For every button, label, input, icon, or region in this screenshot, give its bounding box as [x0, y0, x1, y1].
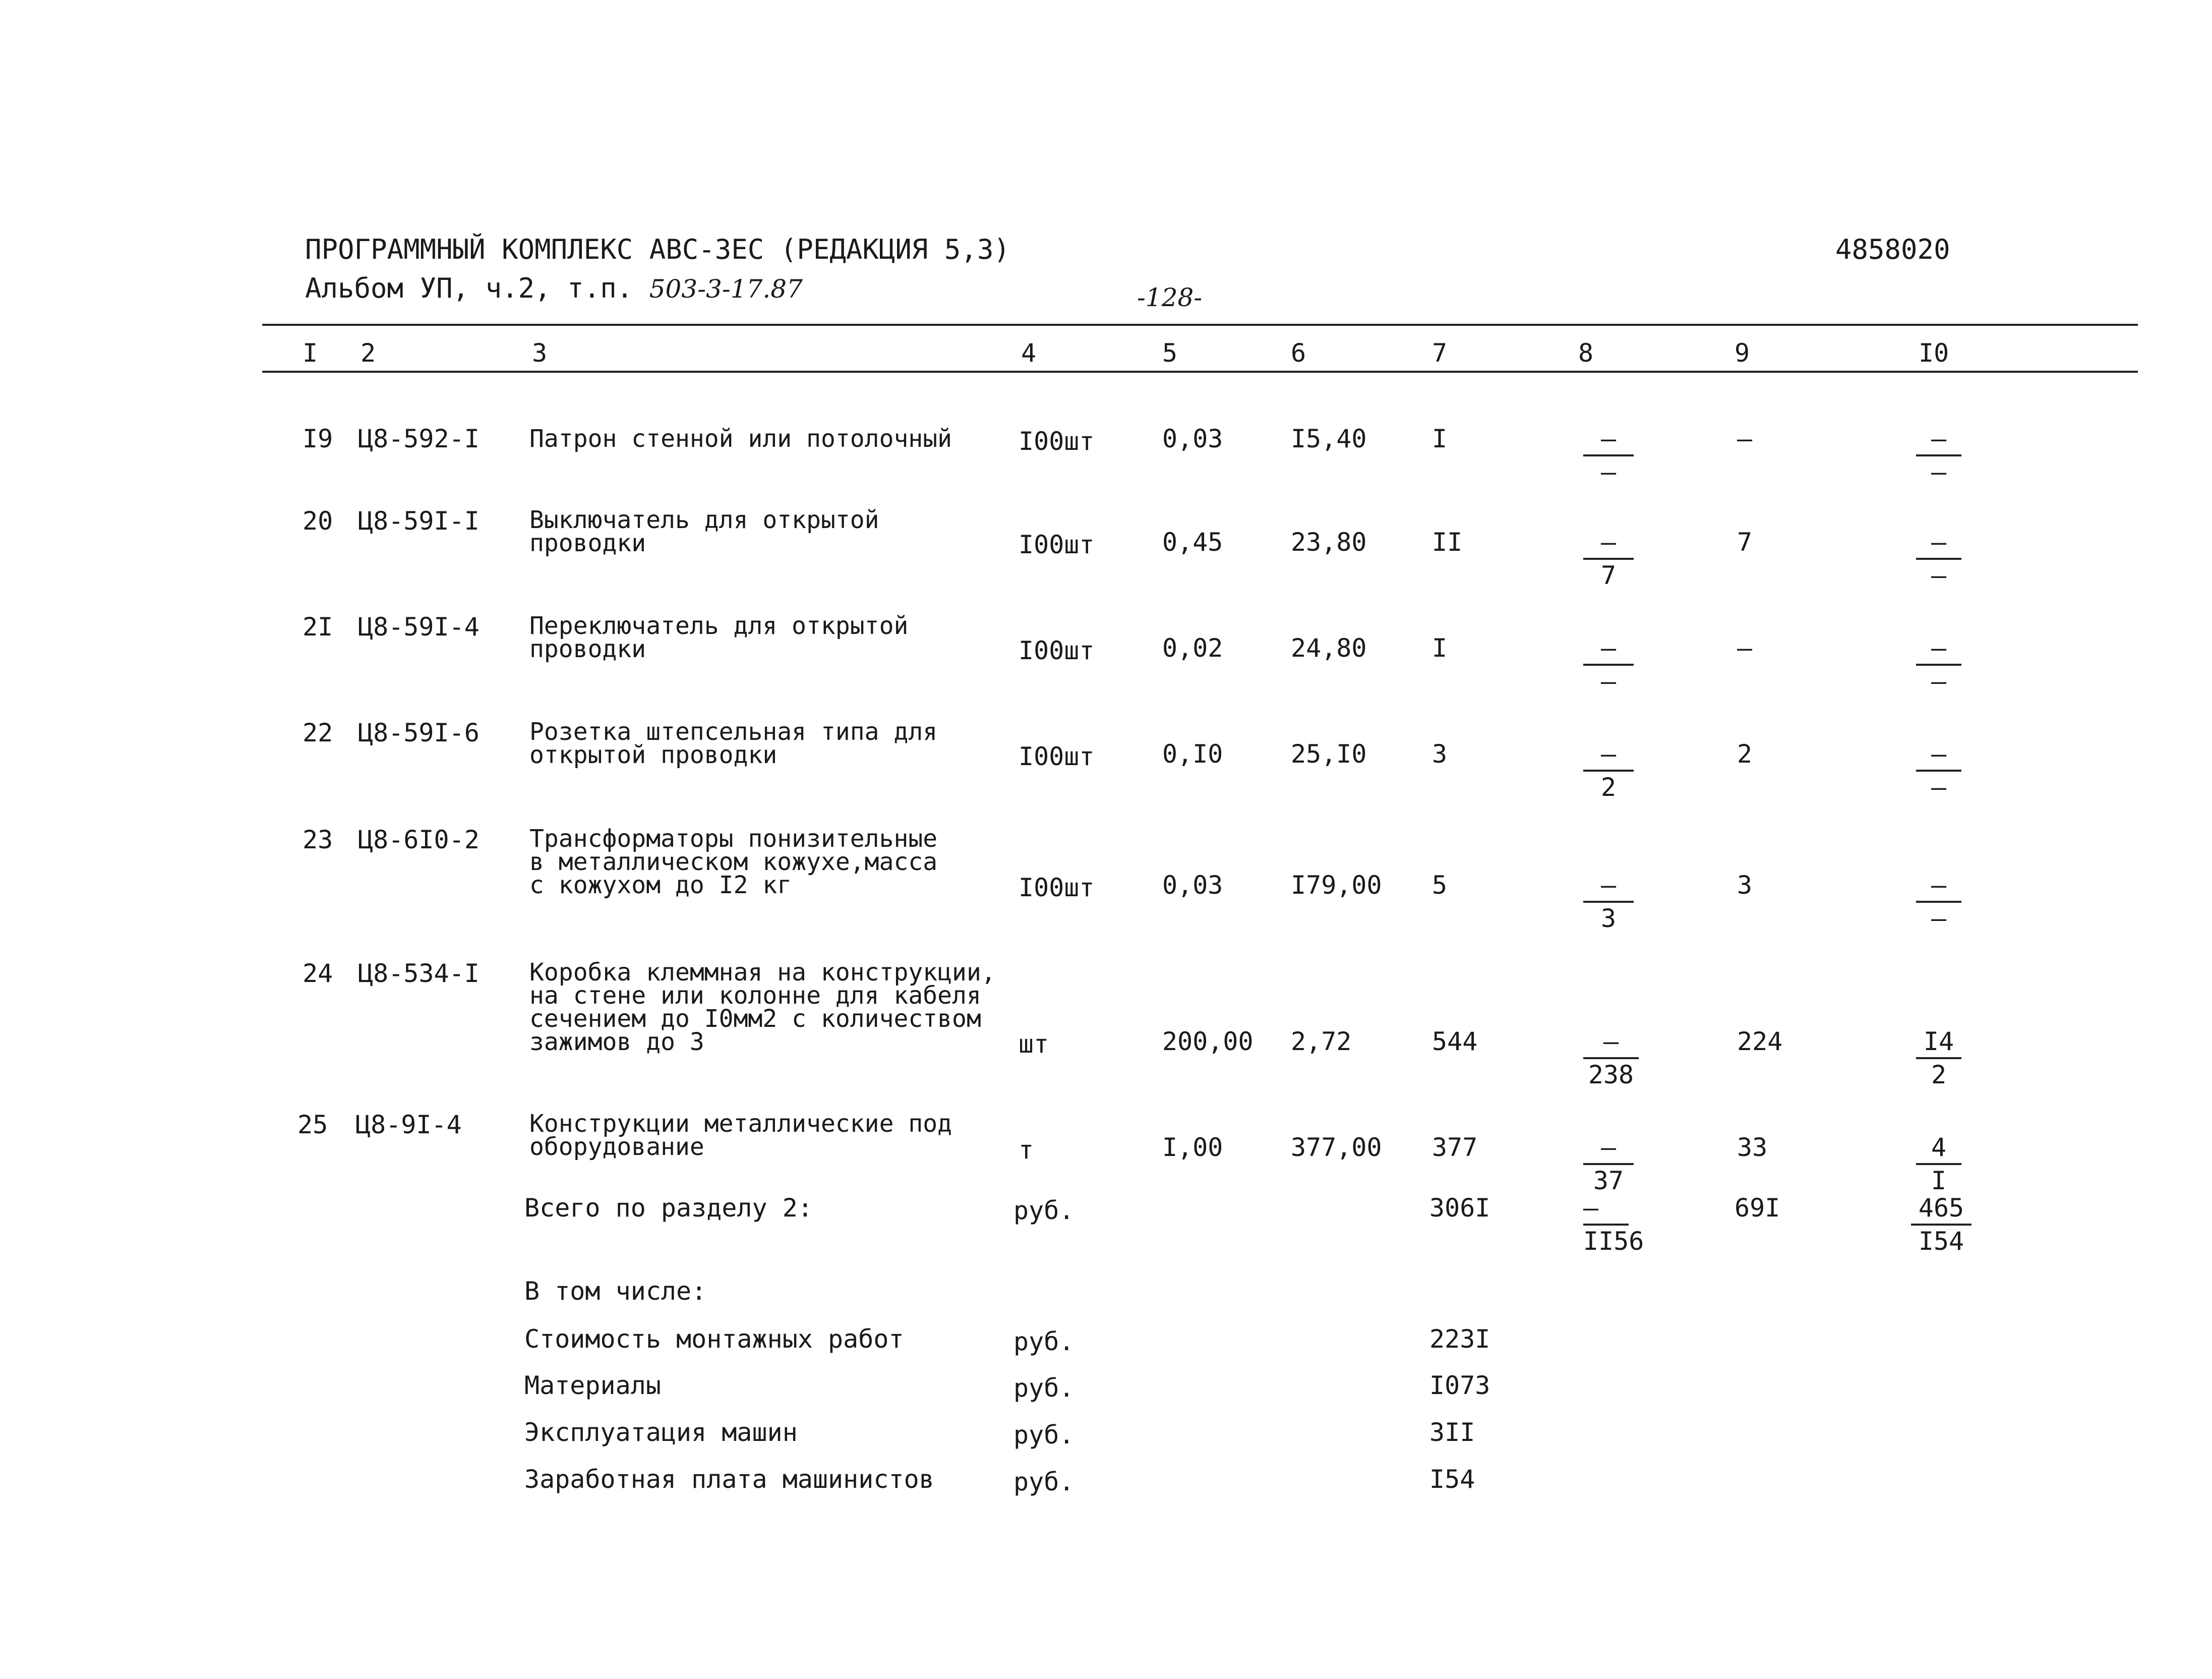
quantity: 0,03 [1162, 871, 1223, 900]
album-reference [305, 272, 803, 304]
breakdown-label: Стоимость монтажных работ [524, 1324, 904, 1354]
column-header-1: I [303, 338, 318, 368]
col9-value: – [1737, 424, 1753, 453]
quantity: 0,45 [1162, 528, 1223, 557]
unit: шт [1019, 1029, 1049, 1059]
document-number: 4858020 [1835, 234, 1950, 265]
row-number: 20 [303, 506, 333, 536]
col10-fraction: I4 2 [1916, 1029, 1961, 1087]
section-total-unit: руб. [1013, 1196, 1074, 1225]
breakdown-label: Эксплуатация машин [524, 1418, 798, 1447]
total-cost: 5 [1432, 871, 1448, 900]
unit: I00шт [1019, 636, 1095, 665]
col10-fraction: – – [1916, 426, 1961, 485]
item-name: Выключатель для открытой проводки [529, 506, 879, 557]
col9-value: 2 [1737, 739, 1753, 769]
unit-price: 24,80 [1291, 633, 1367, 663]
row-number: 2I [303, 612, 333, 642]
row-number: 23 [303, 825, 333, 854]
column-header-2: 2 [361, 338, 376, 368]
col10-fraction: – – [1916, 530, 1961, 588]
section-total-col10: 465 I54 [1911, 1195, 1971, 1254]
quantity: 0,I0 [1162, 739, 1223, 769]
item-name: Коробка клеммная на конструкции, на стене или колонне для кабеля сечением до I0мм2 с количеством зажимов до 3 [529, 958, 996, 1056]
total-cost: I [1432, 424, 1448, 453]
unit-price: 377,00 [1291, 1133, 1382, 1162]
quantity: 200,00 [1162, 1027, 1253, 1056]
breakdown-unit: руб. [1013, 1467, 1074, 1496]
album-reference-handwritten: 503-3-17.87 [649, 274, 803, 304]
page-number: -128- [1137, 283, 1203, 312]
column-header-3: 3 [532, 338, 548, 368]
unit: I00шт [1019, 427, 1095, 456]
rate-code: Ц8-59I-I [358, 506, 480, 536]
column-header-5: 5 [1162, 338, 1178, 368]
rate-code: Ц8-59I-4 [358, 612, 480, 642]
header-rule-bottom [262, 371, 2138, 373]
total-cost: II [1432, 528, 1463, 557]
unit-price: 25,I0 [1291, 739, 1367, 769]
col9-value: 7 [1737, 528, 1753, 557]
rate-code: Ц8-6I0-2 [358, 825, 480, 854]
breakdown-label: Заработная плата машинистов [524, 1465, 934, 1494]
col8-fraction: – 7 [1583, 530, 1634, 588]
breakdown-value: I073 [1429, 1371, 1490, 1400]
unit-price: I5,40 [1291, 424, 1367, 453]
unit: т [1019, 1135, 1034, 1165]
breakdown-unit: руб. [1013, 1420, 1074, 1450]
header-rule-top [262, 324, 2138, 326]
breakdown-value: 3II [1429, 1418, 1475, 1447]
unit: I00шт [1019, 873, 1095, 902]
col10-fraction: 4 I [1916, 1135, 1961, 1193]
column-header-9: 9 [1735, 338, 1750, 368]
rate-code: Ц8-592-I [358, 424, 480, 453]
total-cost: I [1432, 633, 1448, 663]
col9-value: 33 [1737, 1133, 1768, 1162]
row-number: 24 [303, 959, 333, 988]
album-reference-prefix: Альбом УП, ч.2, т.п. [305, 272, 633, 304]
section-total-col8: – II56 [1583, 1193, 1644, 1256]
quantity: 0,03 [1162, 424, 1223, 453]
col8-fraction: – – [1583, 635, 1634, 694]
breakdown-unit: руб. [1013, 1373, 1074, 1403]
rate-code: Ц8-534-I [358, 959, 480, 988]
item-name: Трансформаторы понизительные в металлическом кожухе,масса с кожухом до I2 кг [529, 825, 938, 899]
section-total-value: 306I [1429, 1193, 1490, 1223]
col8-fraction: – 238 [1583, 1029, 1639, 1087]
unit-price: I79,00 [1291, 871, 1382, 900]
col10-fraction: – – [1916, 873, 1961, 931]
rate-code: Ц8-9I-4 [355, 1110, 462, 1139]
section-total-col9: 69I [1735, 1193, 1780, 1223]
item-name: Розетка штепсельная типа для открытой проводки [529, 718, 938, 769]
item-name: Конструкции металлические под оборудование [529, 1110, 952, 1161]
quantity: I,00 [1162, 1133, 1223, 1162]
col9-value: – [1737, 633, 1753, 663]
program-title: ПРОГРАММНЫЙ КОМПЛЕКС АВС-3ЕС (РЕДАКЦИЯ 5,3) [305, 234, 1010, 265]
breakdown-title: В том числе: [524, 1277, 707, 1306]
unit: I00шт [1019, 742, 1095, 771]
row-number: I9 [303, 424, 333, 453]
breakdown-value: 223I [1429, 1324, 1490, 1354]
breakdown-unit: руб. [1013, 1327, 1074, 1356]
column-header-8: 8 [1578, 338, 1594, 368]
unit-price: 23,80 [1291, 528, 1367, 557]
col9-value: 224 [1737, 1027, 1783, 1056]
col8-fraction: – 37 [1583, 1135, 1634, 1193]
col8-fraction: – – [1583, 426, 1634, 485]
total-cost: 544 [1432, 1027, 1478, 1056]
col8-fraction: – 3 [1583, 873, 1634, 931]
column-header-10: I0 [1919, 338, 1949, 368]
column-header-7: 7 [1432, 338, 1448, 368]
item-name: Патрон стенной или потолочный [529, 425, 952, 453]
section-total-label: Всего по разделу 2: [524, 1193, 813, 1223]
rate-code: Ц8-59I-6 [358, 718, 480, 747]
item-name: Переключатель для открытой проводки [529, 612, 909, 663]
row-number: 22 [303, 718, 333, 747]
col10-fraction: – – [1916, 635, 1961, 694]
unit: I00шт [1019, 530, 1095, 559]
col10-fraction: – – [1916, 741, 1961, 800]
total-cost: 3 [1432, 739, 1448, 769]
total-cost: 377 [1432, 1133, 1478, 1162]
breakdown-label: Материалы [524, 1371, 661, 1400]
column-header-6: 6 [1291, 338, 1306, 368]
quantity: 0,02 [1162, 633, 1223, 663]
row-number: 25 [297, 1110, 328, 1139]
col8-fraction: – 2 [1583, 741, 1634, 800]
column-header-4: 4 [1021, 338, 1037, 368]
col9-value: 3 [1737, 871, 1753, 900]
breakdown-value: I54 [1429, 1465, 1475, 1494]
unit-price: 2,72 [1291, 1027, 1352, 1056]
